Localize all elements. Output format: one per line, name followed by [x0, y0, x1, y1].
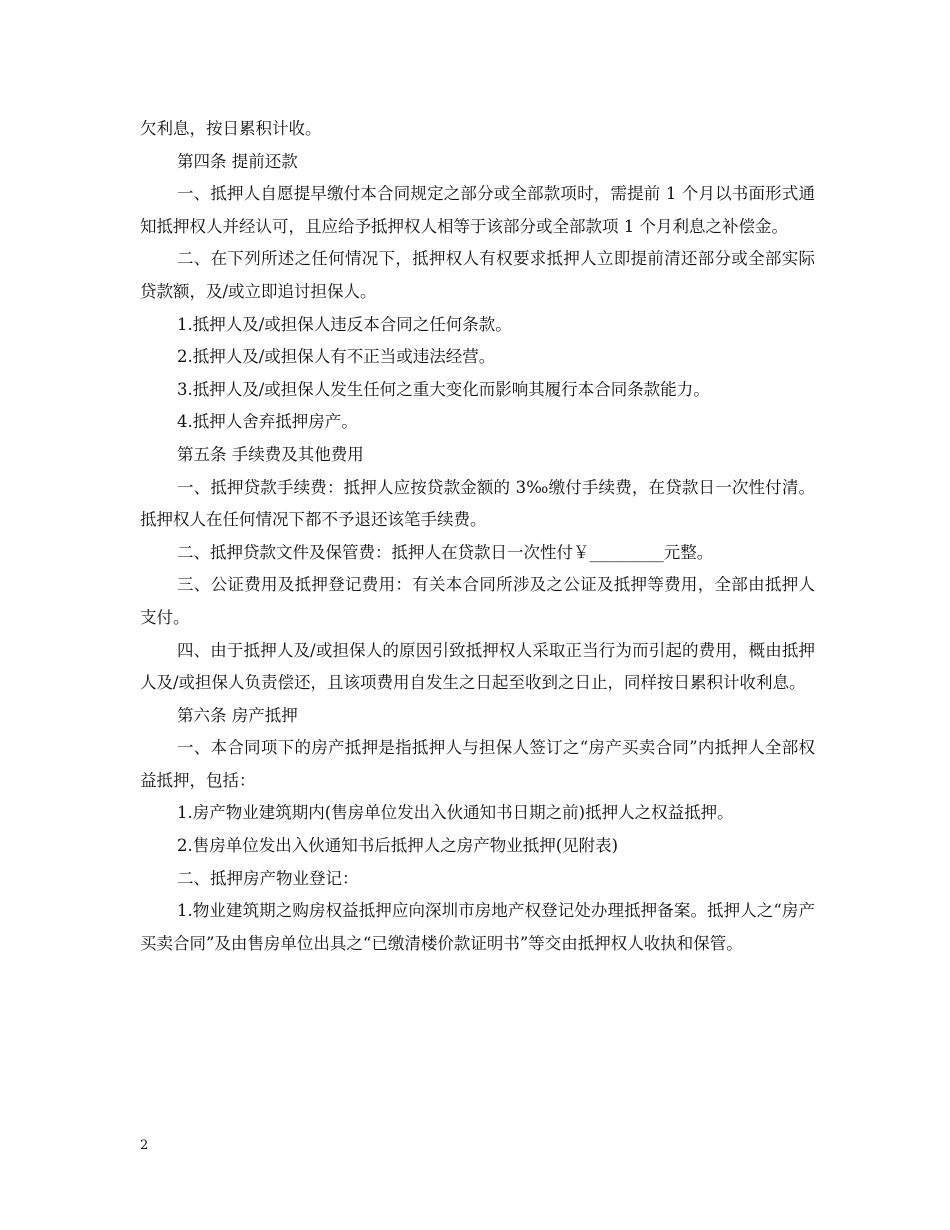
article-4-heading: 第四条 提前还款 [177, 151, 298, 171]
article-6-heading: 第六条 房产抵押 [177, 705, 298, 725]
article-5-heading: 第五条 手续费及其他费用 [177, 444, 364, 464]
list-item: 2.售房单位发出入伙通知书后抵押人之房产物业抵押(见附表) [177, 836, 619, 856]
list-item: 1.物业建筑期之购房权益抵押应向深圳市房地产权登记处办理抵押备案。抵押人之“房产买卖合同”及由售房单位出具之“已缴清楼价款证明书”等交由抵押权人收执和保管。 [140, 901, 815, 953]
document-body [140, 113, 815, 960]
list-item: 2.抵押人及/或担保人有不正当或违法经营。 [177, 347, 496, 367]
paragraph: 一、本合同项下的房产抵押是指抵押人与担保人签订之“房产买卖合同”内抵押人全部权益抵押，包括： [140, 738, 815, 790]
paragraph: 一、抵押人自愿提早缴付本合同规定之部分或全部款项时，需提前 1 个月以书面形式通知抵押权人并经认可，且应给予抵押权人相等于该部分或全部款项 1 个月利息之补偿金。 [140, 184, 815, 236]
list-item: 4.抵押人舍弃抵押房产。 [177, 412, 358, 432]
paragraph: 四、由于抵押人及/或担保人的原因引致抵押权人采取正当行为而引起的费用，概由抵押人及/或担保人负责偿还，且该项费用自发生之日起至收到之日止，同样按日累积计收利息。 [140, 640, 815, 693]
paragraph: 二、抵押贷款文件及保管费：抵押人在贷款日一次性付￥_________元整。 [177, 542, 714, 562]
paragraph-continuation: 欠利息，按日累积计收。 [140, 119, 322, 138]
paragraph: 三、公证费用及抵押登记费用：有关本合同所涉及之公证及抵押等费用，全部由抵押人支付。 [140, 575, 815, 627]
list-item: 1.房产物业建筑期内(售房单位发出入伙通知书日期之前)抵押人之权益抵押。 [177, 803, 734, 823]
paragraph: 二、抵押房产物业登记： [177, 868, 359, 888]
list-item: 1.抵押人及/或担保人违反本合同之任何条款。 [177, 314, 512, 334]
paragraph: 一、抵押贷款手续费：抵押人应按贷款金额的 3‰缴付手续费，在贷款日一次性付清。抵押权人在任何情况下都不予退还该笔手续费。 [140, 477, 815, 530]
page-number: 2 [140, 1138, 149, 1153]
list-item: 3.抵押人及/或担保人发生任何之重大变化而影响其履行本合同条款能力。 [177, 379, 710, 399]
paragraph: 二、在下列所述之任何情况下，抵押权人有权要求抵押人立即提前清还部分或全部实际贷款额，及/或立即追讨担保人。 [140, 249, 815, 301]
